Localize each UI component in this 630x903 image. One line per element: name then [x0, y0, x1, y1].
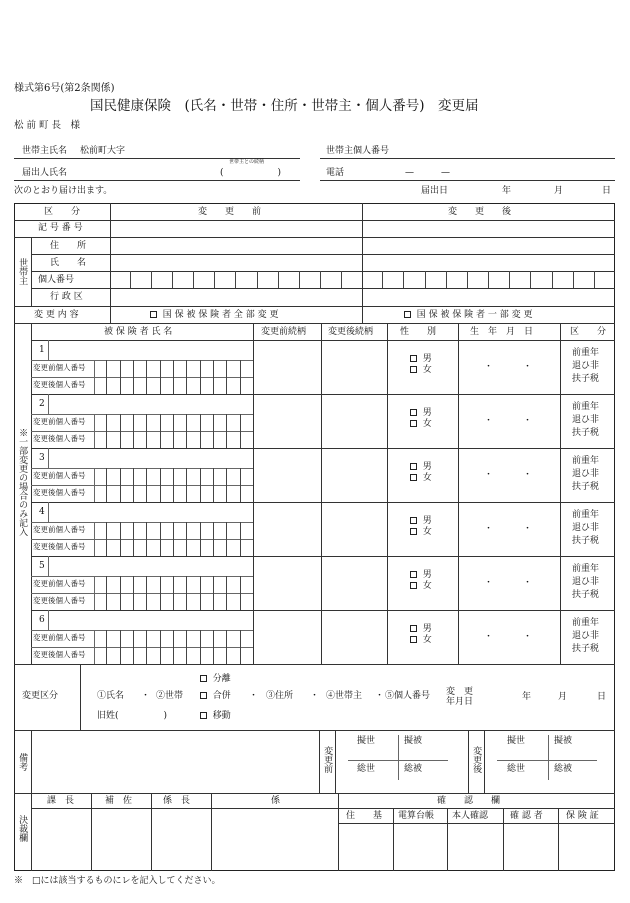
- category-line-2: 退ひ非: [572, 469, 600, 479]
- divider: [458, 323, 459, 664]
- female-option[interactable]: [410, 636, 432, 645]
- divider: [211, 793, 212, 871]
- category-line-3: 扶子税: [572, 482, 600, 492]
- category-line-3: 扶子税: [572, 644, 600, 654]
- remarks-gihi: 擬被: [554, 736, 573, 746]
- divider: [14, 220, 615, 221]
- category-line-3: 扶子税: [572, 590, 600, 600]
- applicant-label: 届出人氏名: [22, 168, 68, 178]
- after-number-label: 変更後個人番号: [33, 488, 86, 497]
- member-number: 3: [39, 453, 45, 463]
- member-number: 2: [39, 399, 45, 409]
- phone-label: 電話: [326, 168, 345, 178]
- category-line-1: 前重年: [572, 510, 600, 520]
- date-month: 月: [554, 186, 564, 196]
- divider: [14, 793, 615, 794]
- after-number-label: 変更後個人番号: [33, 650, 86, 659]
- divider: [338, 793, 339, 871]
- male-option[interactable]: [410, 571, 432, 580]
- divider: [91, 793, 92, 871]
- female-label: 女: [422, 419, 432, 429]
- birth-dot: ・: [484, 470, 494, 480]
- divider: [48, 340, 49, 360]
- before-number-label: 変更前個人番号: [33, 417, 86, 426]
- divider: [31, 340, 615, 341]
- row-name: 氏 名: [50, 258, 87, 268]
- remarks-sousei: 総世: [507, 764, 526, 774]
- divider: [398, 735, 399, 780]
- checkbox[interactable]: [410, 625, 417, 632]
- confirm-juki: 住 基: [346, 811, 383, 821]
- member-number: 6: [39, 615, 45, 625]
- before-number-label: 変更前個人番号: [33, 633, 86, 642]
- category-line-2: 退ひ非: [572, 415, 600, 425]
- members-col-before-relation: 変更前続柄: [261, 327, 307, 337]
- divider: [48, 502, 49, 522]
- head-value[interactable]: 松前町大字: [80, 146, 126, 156]
- opt-household[interactable]: ②世帯: [156, 691, 184, 701]
- divider: [31, 254, 615, 255]
- category-line-1: 前重年: [572, 348, 600, 358]
- birth-dot: ・: [484, 578, 494, 588]
- divider: [393, 808, 394, 871]
- date-year: 年: [502, 186, 512, 196]
- after-number-label: 変更後個人番号: [33, 434, 86, 443]
- dot: ・: [375, 691, 385, 701]
- member-before-number-grid[interactable]: [94, 414, 253, 431]
- row-symbol: 記 号 番 号: [38, 223, 83, 233]
- female-label: 女: [422, 365, 432, 375]
- divider: [31, 502, 615, 503]
- col-after: 変 更 後: [448, 207, 512, 217]
- member-number: 1: [39, 345, 45, 355]
- category-line-2: 退ひ非: [572, 577, 600, 587]
- birth-dot: ・: [484, 362, 494, 372]
- divider: [48, 394, 49, 414]
- divider: [31, 730, 32, 793]
- after-number-label: 変更後個人番号: [33, 596, 86, 605]
- female-option[interactable]: [410, 474, 432, 483]
- applicant-underline: [14, 180, 300, 181]
- before-number-label: 変更前個人番号: [33, 363, 86, 372]
- members-col-sex: 性 別: [400, 327, 437, 337]
- row-district: 行 政 区: [50, 292, 83, 302]
- after-number-label: 変更後個人番号: [33, 542, 86, 551]
- birth-dot: ・: [523, 416, 533, 426]
- approval-confirm: 確 認 欄: [437, 796, 501, 806]
- birth-dot: ・: [523, 470, 533, 480]
- before-number-label: 変更前個人番号: [33, 471, 86, 480]
- divider: [321, 323, 322, 664]
- relation-note: 世帯主との続柄: [229, 159, 265, 165]
- category-line-1: 前重年: [572, 564, 600, 574]
- member-after-number-grid[interactable]: [94, 431, 253, 448]
- divider: [31, 610, 615, 611]
- birth-dot: ・: [484, 524, 494, 534]
- mynumber-grid-after[interactable]: [362, 271, 615, 288]
- all-change-option[interactable]: [150, 311, 278, 320]
- female-label: 女: [422, 473, 432, 483]
- member-after-number-grid[interactable]: [94, 485, 253, 502]
- category-line-1: 前重年: [572, 618, 600, 628]
- birth-dot: ・: [484, 416, 494, 426]
- remarks-gisei: 擬世: [357, 736, 376, 746]
- household-head-vertical: 世帯主: [17, 258, 28, 285]
- remarks-gihi: 擬被: [404, 736, 423, 746]
- row-address: 住 所: [50, 241, 87, 251]
- date-label: 届出日: [421, 186, 449, 196]
- divider: [338, 808, 615, 809]
- divider: [48, 556, 49, 576]
- category-line-2: 退ひ非: [572, 361, 600, 371]
- members-col-name: 被 保 険 者 氏 名: [104, 327, 173, 337]
- male-label: 男: [422, 624, 432, 634]
- approval-hosa: 補 佐: [105, 796, 133, 806]
- checkbox[interactable]: [200, 692, 207, 699]
- remarks-sousei: 総世: [357, 764, 376, 774]
- separate-label: 分離: [212, 674, 231, 684]
- female-option[interactable]: [410, 366, 432, 375]
- category-line-1: 前重年: [572, 402, 600, 412]
- dot: ・: [141, 691, 151, 701]
- divider: [253, 323, 254, 664]
- all-change-label: 国 保 被 保 険 者 全 部 変 更: [162, 310, 279, 320]
- divider: [31, 448, 615, 449]
- checkbox[interactable]: [410, 636, 417, 643]
- category-line-2: 退ひ非: [572, 631, 600, 641]
- confirm-densan: 電算台帳: [398, 811, 435, 821]
- approval-kakari: 係: [271, 796, 281, 806]
- head-my-number-underline: [320, 158, 615, 159]
- divider: [31, 394, 615, 395]
- divider: [338, 823, 615, 824]
- remarks-souhi: 総被: [554, 764, 573, 774]
- male-label: 男: [422, 408, 432, 418]
- partial-change-option[interactable]: [404, 311, 532, 320]
- head-label: 世帯主氏名: [22, 146, 68, 156]
- female-label: 女: [422, 581, 432, 591]
- checkbox[interactable]: [410, 366, 417, 373]
- confirm-person: 確 認 者: [510, 811, 543, 821]
- male-option[interactable]: [410, 355, 432, 364]
- member-before-number-grid[interactable]: [94, 522, 253, 539]
- dot: ・: [249, 691, 259, 701]
- female-label: 女: [422, 527, 432, 537]
- members-col-after-relation: 変更後続柄: [328, 327, 374, 337]
- member-after-number-grid[interactable]: [94, 593, 253, 610]
- merge-label: 合併: [212, 691, 231, 701]
- col-kubun: 区 分: [44, 207, 81, 217]
- approval-label: 決裁欄: [17, 815, 28, 842]
- female-label: 女: [422, 635, 432, 645]
- divider: [80, 664, 81, 730]
- divider: [387, 323, 388, 664]
- form-number: 様式第6号(第2条関係): [14, 83, 115, 94]
- approval-kakaricho: 係 長: [163, 796, 191, 806]
- divider: [31, 808, 338, 809]
- opt-name[interactable]: ①氏名: [97, 691, 125, 701]
- move-label: 移動: [212, 711, 231, 721]
- female-option[interactable]: [410, 582, 432, 591]
- remarks-souhi: 総被: [404, 764, 423, 774]
- change-date-label-1: 変 更: [446, 687, 474, 697]
- divider: [548, 735, 549, 780]
- opt-head[interactable]: ④世帯主: [326, 691, 363, 701]
- divider: [335, 730, 336, 793]
- male-option[interactable]: [410, 463, 432, 472]
- checkbox[interactable]: [410, 517, 417, 524]
- category-line-1: 前重年: [572, 456, 600, 466]
- members-col-birth: 生 年 月 日: [470, 327, 534, 337]
- confirm-card: 保 険 証: [566, 811, 599, 821]
- remarks-gisei: 擬世: [507, 736, 526, 746]
- male-label: 男: [422, 570, 432, 580]
- category-line-3: 扶子税: [572, 536, 600, 546]
- divider: [14, 323, 615, 324]
- footnote: ※ □には該当するものにレを記入してください。: [14, 876, 221, 886]
- birth-dot: ・: [523, 578, 533, 588]
- divider: [151, 793, 152, 871]
- divider: [14, 237, 615, 238]
- checkbox[interactable]: [410, 528, 417, 535]
- divider: [560, 323, 561, 664]
- birth-dot: ・: [484, 632, 494, 642]
- divider: [319, 730, 320, 793]
- divider: [14, 664, 615, 665]
- checkbox[interactable]: [410, 582, 417, 589]
- divider: [14, 730, 615, 731]
- phone-dashes[interactable]: — —: [405, 168, 451, 178]
- divider: [503, 808, 504, 871]
- divider: [558, 808, 559, 871]
- checkbox[interactable]: [410, 420, 417, 427]
- move-option[interactable]: [200, 712, 231, 721]
- divider: [110, 203, 111, 323]
- checkbox[interactable]: [200, 675, 207, 682]
- checkbox[interactable]: [410, 409, 417, 416]
- after-number-label: 変更後個人番号: [33, 380, 86, 389]
- birth-dot: ・: [523, 362, 533, 372]
- remarks-after: 変更後: [471, 746, 482, 773]
- divider: [484, 730, 485, 793]
- divider: [447, 808, 448, 871]
- date-day: 日: [602, 186, 612, 196]
- row-change-content: 変 更 内 容: [34, 310, 79, 320]
- member-before-number-grid[interactable]: [94, 630, 253, 647]
- divider: [468, 730, 469, 793]
- divider: [362, 203, 363, 323]
- col-before: 変 更 前: [198, 207, 262, 217]
- member-number: 4: [39, 507, 45, 517]
- maiden-name[interactable]: 旧姓( ): [97, 711, 168, 721]
- male-label: 男: [422, 354, 432, 364]
- confirm-honnin: 本人確認: [452, 811, 489, 821]
- checkbox[interactable]: [150, 311, 157, 318]
- member-after-number-grid[interactable]: [94, 377, 253, 394]
- category-line-2: 退ひ非: [572, 523, 600, 533]
- change-label: 変更区分: [22, 691, 59, 701]
- female-option[interactable]: [410, 420, 432, 429]
- checkbox[interactable]: [410, 463, 417, 470]
- checkbox[interactable]: [410, 355, 417, 362]
- separate-option[interactable]: [200, 675, 231, 684]
- category-line-3: 扶子税: [572, 374, 600, 384]
- male-option[interactable]: [410, 517, 432, 526]
- remarks-before: 変更前: [322, 746, 333, 773]
- opt-address[interactable]: ③住所: [266, 691, 294, 701]
- female-option[interactable]: [410, 528, 432, 537]
- request-text: 次のとおり届け出ます。: [14, 186, 113, 196]
- side-note: ※一部変更の場合のみ記入: [17, 428, 28, 536]
- birth-dot: ・: [523, 524, 533, 534]
- divider: [31, 556, 615, 557]
- member-after-number-grid[interactable]: [94, 647, 253, 664]
- divider: [14, 306, 615, 307]
- members-col-category: 区 分: [570, 327, 607, 337]
- head-my-number-label: 世帯主個人番号: [326, 146, 390, 156]
- change-date-label-2: 年月日: [446, 697, 474, 707]
- before-number-label: 変更前個人番号: [33, 525, 86, 534]
- member-before-number-grid[interactable]: [94, 468, 253, 485]
- change-year: 年: [522, 692, 532, 702]
- member-before-number-grid[interactable]: [94, 360, 253, 377]
- member-before-number-grid[interactable]: [94, 576, 253, 593]
- checkbox[interactable]: [404, 311, 411, 318]
- divider: [31, 288, 615, 289]
- birth-dot: ・: [523, 632, 533, 642]
- mynumber-grid-before[interactable]: [110, 271, 362, 288]
- male-label: 男: [422, 462, 432, 472]
- before-number-label: 変更前個人番号: [33, 579, 86, 588]
- partial-change-label: 国 保 被 保 険 者 一 部 変 更: [416, 310, 533, 320]
- divider: [497, 760, 597, 761]
- divider: [31, 323, 32, 664]
- category-line-3: 扶子税: [572, 428, 600, 438]
- male-option[interactable]: [410, 625, 432, 634]
- approval-kacho: 課 長: [47, 796, 75, 806]
- dot: ・: [310, 691, 320, 701]
- checkbox[interactable]: [410, 571, 417, 578]
- checkbox[interactable]: [200, 712, 207, 719]
- addressee: 松 前 町 長 様: [14, 120, 81, 131]
- male-label: 男: [422, 516, 432, 526]
- row-mynumber: 個人番号: [38, 275, 75, 285]
- relation-paren[interactable]: ( ): [220, 168, 282, 178]
- opt-mynumber[interactable]: ⑤個人番号: [385, 691, 431, 701]
- divider: [31, 793, 32, 871]
- divider: [48, 610, 49, 630]
- divider: [48, 448, 49, 468]
- member-after-number-grid[interactable]: [94, 539, 253, 556]
- checkbox[interactable]: [410, 474, 417, 481]
- remarks-label: 備考: [17, 753, 28, 771]
- page-title: 国民健康保険 (氏名・世帯・住所・世帯主・個人番号) 変更届: [90, 98, 479, 114]
- phone-underline: [320, 180, 615, 181]
- merge-option[interactable]: [200, 692, 231, 701]
- member-number: 5: [39, 561, 45, 571]
- male-option[interactable]: [410, 409, 432, 418]
- change-month: 月: [558, 692, 568, 702]
- change-day: 日: [597, 692, 607, 702]
